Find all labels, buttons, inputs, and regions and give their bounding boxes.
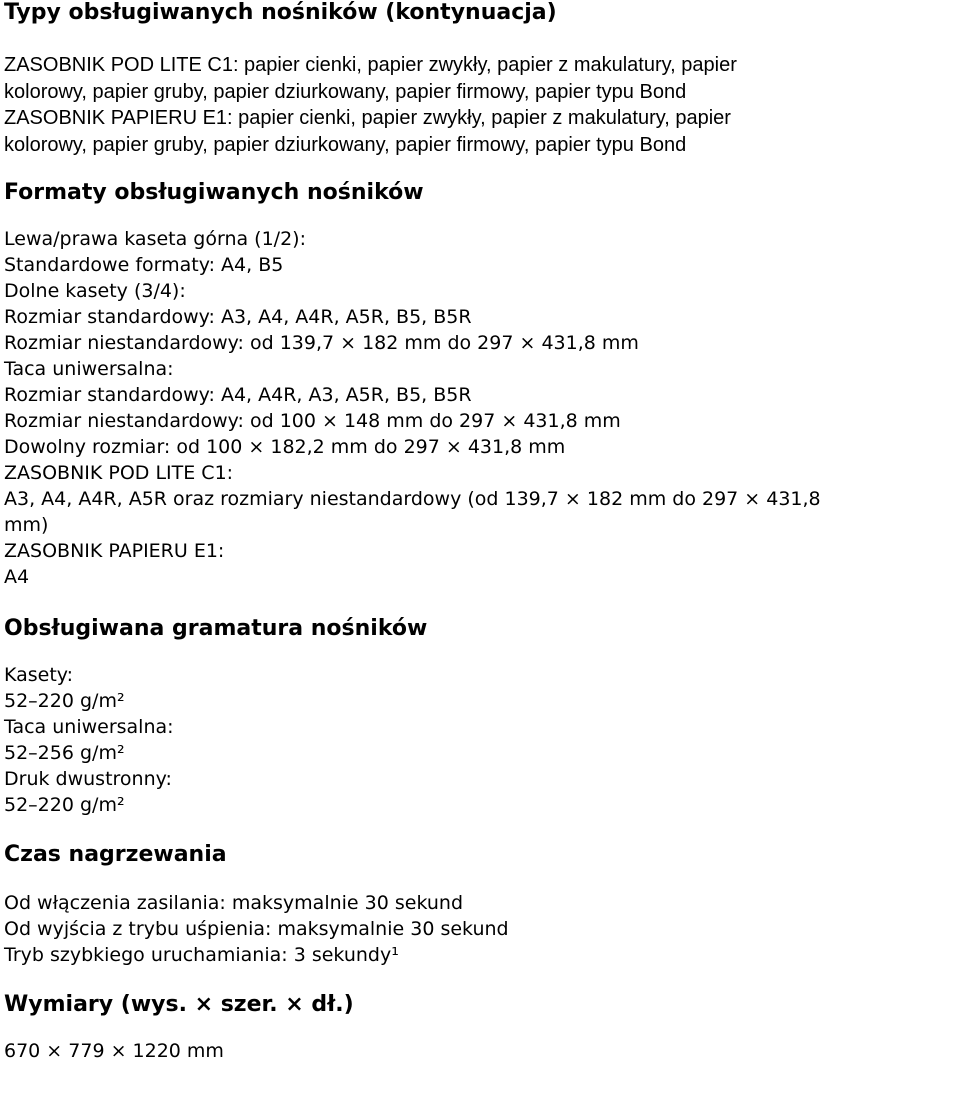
- media-sizes-line: Standardowe formaty: A4, B5: [4, 254, 284, 276]
- media-sizes-line: ZASOBNIK POD LITE C1:: [4, 462, 234, 484]
- media-sizes-line: A3, A4, A4R, A5R oraz rozmiary niestandardowy (od 139,7 × 182 mm do 297 × 431,8: [4, 488, 821, 510]
- media-types-line: ZASOBNIK POD LITE C1: papier cienki, papier zwykły, papier z makulatury, papier: [4, 54, 737, 76]
- media-types-line: kolorowy, papier gruby, papier dziurkowany, papier firmowy, papier typu Bond: [4, 133, 687, 156]
- media-weight-list: [4, 662, 956, 818]
- section-title-media-weight: Obsługiwana gramatura nośników: [4, 616, 428, 641]
- dimensions-list: [4, 1038, 956, 1064]
- warmup-time-line: Od wyjścia z trybu uśpienia: maksymalnie 30 sekund: [4, 918, 509, 940]
- section-title-media-sizes: Formaty obsługiwanych nośników: [4, 180, 424, 205]
- media-sizes-line: Dowolny rozmiar: od 100 × 182,2 mm do 297 × 431,8 mm: [4, 436, 566, 458]
- media-sizes-line: A4: [4, 566, 30, 588]
- section-title-warmup-time: Czas nagrzewania: [4, 842, 227, 867]
- media-weight-line: 52–220 g/m²: [4, 690, 125, 712]
- warmup-time-list: [4, 890, 956, 968]
- media-types-line: kolorowy, papier gruby, papier dziurkowany, papier firmowy, papier typu Bond: [4, 80, 687, 103]
- media-sizes-line: ZASOBNIK PAPIERU E1:: [4, 540, 225, 562]
- media-sizes-line: Lewa/prawa kaseta górna (1/2):: [4, 228, 306, 250]
- media-weight-line: 52–256 g/m²: [4, 742, 125, 764]
- media-sizes-line: Rozmiar standardowy: A4, A4R, A3, A5R, B5, B5R: [4, 384, 472, 406]
- media-weight-line: Taca uniwersalna:: [4, 716, 174, 738]
- warmup-time-line: Tryb szybkiego uruchamiania: 3 sekundy¹: [4, 944, 399, 966]
- warmup-time-line: Od włączenia zasilania: maksymalnie 30 sekund: [4, 892, 464, 914]
- media-types-list: [4, 52, 956, 158]
- media-sizes-line: mm): [4, 514, 49, 536]
- media-sizes-line: Rozmiar standardowy: A3, A4, A4R, A5R, B5, B5R: [4, 306, 472, 328]
- media-sizes-line: Dolne kasety (3/4):: [4, 280, 186, 302]
- section-title-media-types-continued: Typy obsługiwanych nośników (kontynuacja): [4, 0, 557, 25]
- media-sizes-line: Rozmiar niestandardowy: od 100 × 148 mm do 297 × 431,8 mm: [4, 410, 621, 432]
- media-sizes-line: Taca uniwersalna:: [4, 358, 174, 380]
- media-sizes-list: [4, 226, 956, 590]
- media-weight-line: Druk dwustronny:: [4, 768, 172, 790]
- media-weight-line: 52–220 g/m²: [4, 794, 125, 816]
- media-types-line: ZASOBNIK PAPIERU E1: papier cienki, papier zwykły, papier z makulatury, papier: [4, 107, 731, 129]
- document-page: [4, 0, 956, 1064]
- media-weight-line: Kasety:: [4, 664, 74, 686]
- section-title-dimensions: Wymiary (wys. × szer. × dł.): [4, 992, 354, 1017]
- dimensions-line: 670 × 779 × 1220 mm: [4, 1040, 224, 1062]
- media-sizes-line: Rozmiar niestandardowy: od 139,7 × 182 mm do 297 × 431,8 mm: [4, 332, 639, 354]
